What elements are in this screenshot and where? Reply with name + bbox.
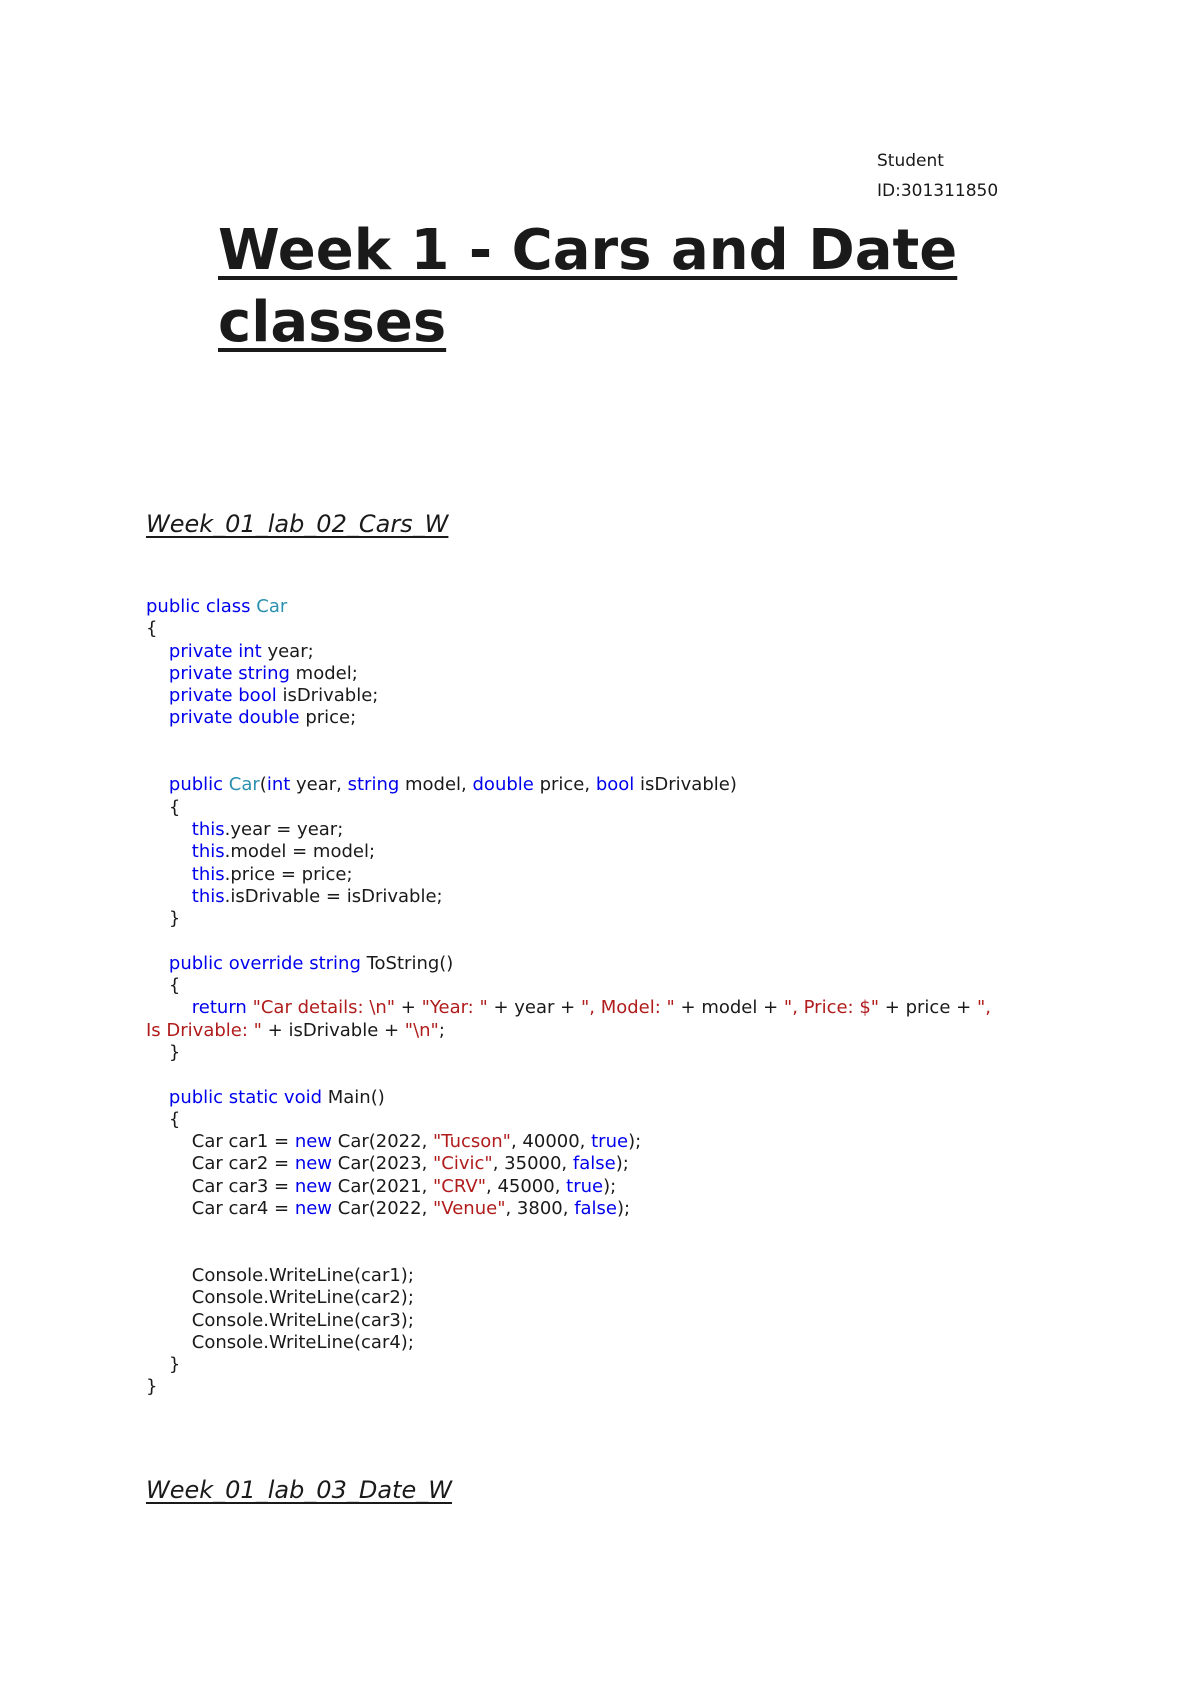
code-token: new [294,1175,333,1197]
code-token: return [191,997,247,1019]
code-token: Is Drivable: " [146,1019,262,1041]
code-token [146,841,192,862]
code-token: { [146,975,181,997]
code-token: Car(2021, [332,1175,434,1197]
code-token [146,864,192,885]
code-token: this [191,885,225,907]
code-token: public class [146,596,257,617]
code-token [146,886,192,907]
code-token [146,663,169,684]
code-token: price; [299,707,357,729]
code-token: + isDrivable + [261,1019,405,1041]
code-token: } [146,1376,158,1398]
code-token: { [146,1108,181,1130]
code-line [146,596,1076,618]
code-line [146,685,1076,707]
code-token: { [146,796,181,818]
code-token: ToString() [360,952,454,974]
code-token: "Car details: \n" [252,997,396,1019]
code-token: "Year: " [421,997,488,1019]
code-token: .year = year; [224,818,344,840]
code-token: double [472,774,534,796]
code-line [146,1310,1076,1332]
code-token: bool [595,774,635,796]
code-token: public override string [168,952,361,974]
code-token: , 45000, [486,1175,567,1197]
code-token: + model + [674,997,784,1019]
code-token: Car car4 = [146,1198,295,1220]
code-line [146,930,1076,952]
code-token: ; [438,1019,445,1041]
code-token: int [266,774,291,796]
code-token: private string [168,662,290,684]
code-token: .price = price; [224,863,353,885]
code-token [146,819,192,840]
code-token: private int [168,640,262,662]
code-token: ", [976,997,991,1019]
student-id-label: Student [877,151,944,171]
code-token: this [191,818,225,840]
document-title: Week 1 - Cars and Date classes [218,218,958,355]
code-line [146,886,1076,908]
code-token: + [395,997,422,1019]
code-token: ", Price: $" [783,997,880,1019]
code-token: ); [617,1198,631,1220]
code-token: model; [289,662,358,684]
code-token: Car(2022, [332,1198,434,1220]
code-token: price, [533,774,596,796]
code-token: false [572,1153,616,1175]
code-token: public static void [168,1086,323,1108]
code-token [146,997,192,1018]
code-token: ); [628,1131,642,1153]
code-token [146,707,169,728]
code-token: model, [399,774,473,796]
code-token: this [191,841,225,863]
code-token: "Tucson" [433,1131,511,1153]
code-token [146,1087,169,1108]
section-heading-date: Week_01_lab_03_Date_W [146,1476,452,1504]
code-token: Car(2023, [332,1153,434,1175]
code-line [146,641,1076,663]
code-token: year; [261,640,314,662]
code-token: { [146,618,158,640]
code-token: + year + [487,997,581,1019]
code-token: "CRV" [433,1175,486,1197]
code-token: Car car3 = [146,1175,295,1197]
code-line [146,797,1076,819]
code-line [146,1243,1076,1265]
code-token: "\n" [404,1019,439,1041]
code-token: ", Model: " [580,997,675,1019]
code-line [146,953,1076,975]
code-token: isDrivable; [276,685,379,707]
code-line [146,864,1076,886]
code-token: this [191,863,225,885]
code-line [146,1064,1076,1086]
code-token [146,641,169,662]
code-line [146,707,1076,729]
code-token: , 40000, [510,1131,592,1153]
code-line [146,1131,1076,1153]
code-token: } [146,908,181,930]
code-token: Car(2022, [332,1131,434,1153]
code-token: ); [615,1153,629,1175]
code-token: true [566,1175,604,1197]
code-token: Console.WriteLine(car3); [146,1309,414,1331]
code-line [146,819,1076,841]
code-line [146,618,1076,640]
code-token: private double [168,707,300,729]
code-token: Car car2 = [146,1153,295,1175]
code-line [146,1198,1076,1220]
code-line [146,1332,1076,1354]
code-token: + price + [879,997,977,1019]
code-token: , 3800, [505,1198,575,1220]
code-line [146,997,1076,1019]
code-token [146,953,169,974]
code-token: private bool [168,685,277,707]
code-token [146,685,169,706]
section-heading-cars: Week_01_lab_02_Cars_W [146,510,449,538]
code-token: .isDrivable = isDrivable; [224,885,443,907]
code-line [146,1376,1076,1398]
code-line [146,1287,1076,1309]
code-token: Console.WriteLine(car4); [146,1331,414,1353]
code-line [146,1354,1076,1376]
code-line [146,752,1076,774]
code-token: year, [290,774,348,796]
code-line [146,774,1076,796]
code-line [146,975,1076,997]
code-token: } [146,1041,181,1063]
code-line [146,730,1076,752]
code-token: ); [603,1175,617,1197]
code-token: new [294,1131,333,1153]
code-line [146,908,1076,930]
code-line [146,1176,1076,1198]
code-token: Console.WriteLine(car2); [146,1287,414,1309]
student-id [877,146,998,206]
code-token: "Civic" [433,1153,493,1175]
code-token: new [294,1153,333,1175]
code-line [146,1153,1076,1175]
code-line [146,841,1076,863]
code-token: Main() [322,1086,385,1108]
code-token: string [347,774,400,796]
code-token: Car [228,774,260,796]
code-line [146,1265,1076,1287]
code-line [146,1020,1076,1042]
code-token: false [574,1198,618,1220]
code-token: new [294,1198,333,1220]
student-id-number: ID:301311850 [877,181,999,201]
code-line [146,1087,1076,1109]
code-token: ( [259,774,267,796]
code-line [146,663,1076,685]
code-line [146,1042,1076,1064]
code-token [146,774,169,795]
code-token: , 35000, [492,1153,573,1175]
code-token: public [168,774,229,796]
code-token: Car car1 = [146,1131,295,1153]
code-token: isDrivable) [634,774,737,796]
code-line [146,1220,1076,1242]
code-token: true [591,1131,629,1153]
code-block [146,596,1076,1399]
code-token: .model = model; [224,841,376,863]
code-token: Car [256,596,288,617]
code-token: "Venue" [433,1198,506,1220]
code-token: } [146,1354,181,1376]
code-token: Console.WriteLine(car1); [146,1264,414,1286]
code-line [146,1109,1076,1131]
